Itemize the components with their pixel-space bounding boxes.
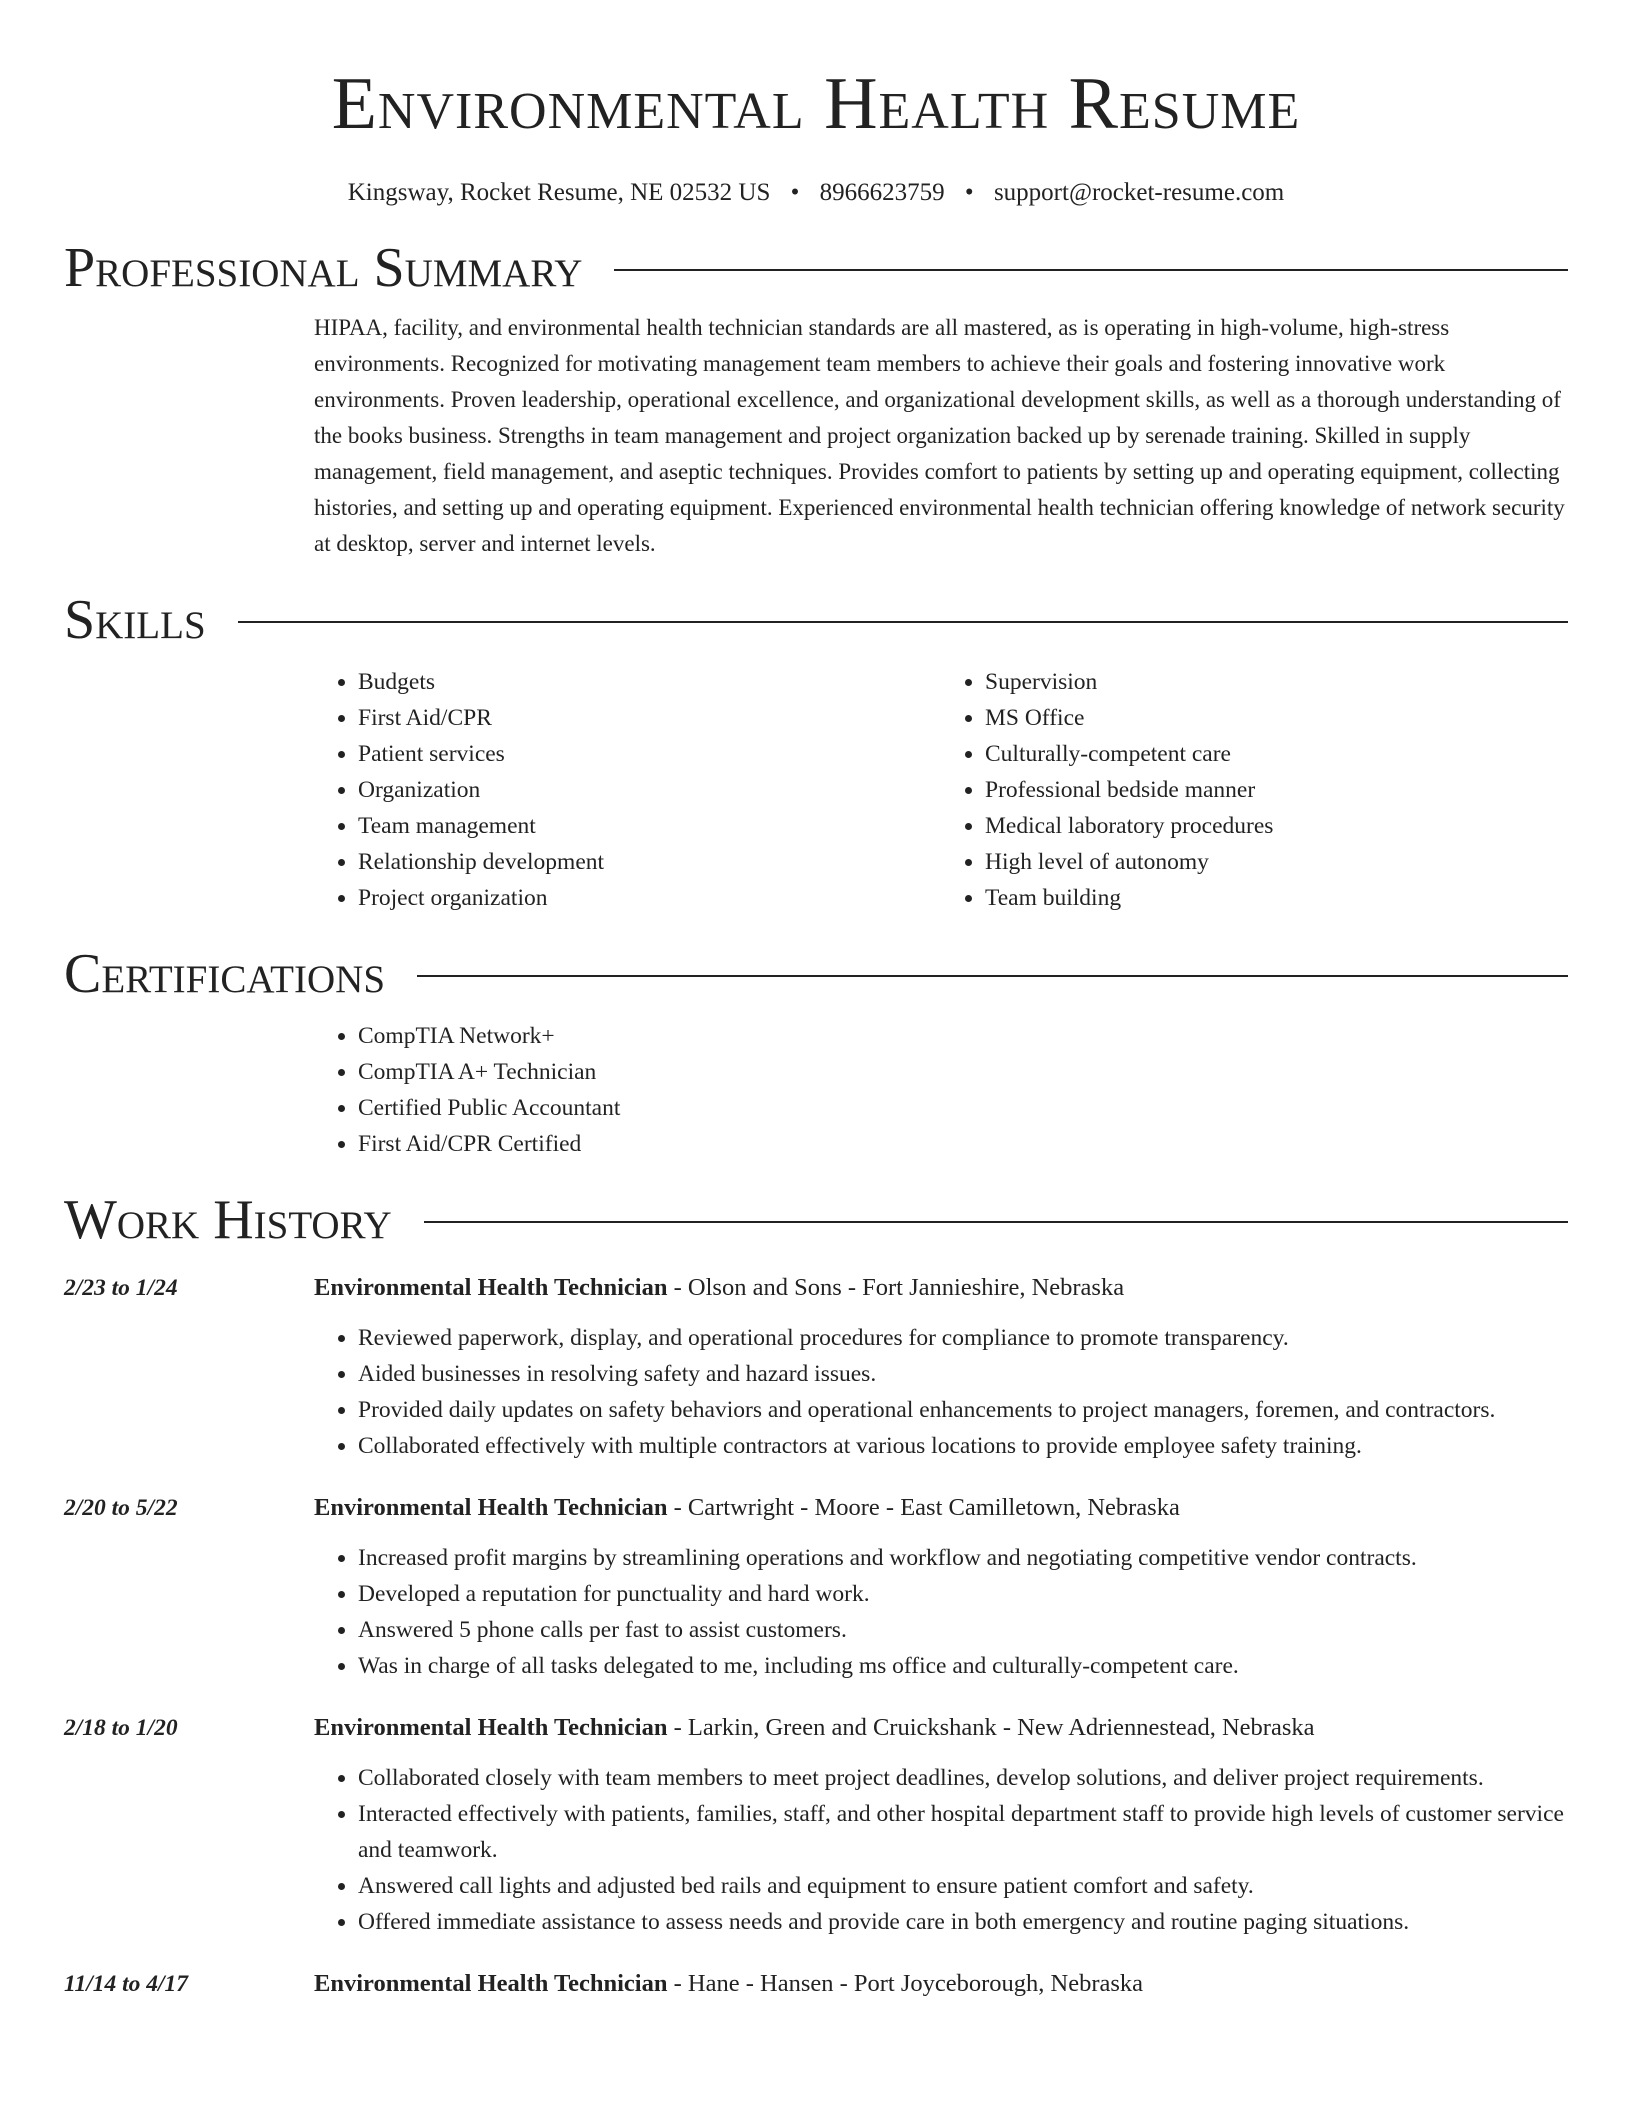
job-duty-item: • Reviewed paperwork, display, and operational procedures for compliance to promote transparency. xyxy=(358,1320,1568,1356)
work-section-header xyxy=(64,1184,1568,1256)
job-dates: 2/20 to 5/22 xyxy=(64,1495,178,1521)
job-duty-item: • Collaborated effectively with multiple contractors at various locations to provide employee safety training. xyxy=(358,1428,1568,1464)
job-dates: 2/23 to 1/24 xyxy=(64,1275,178,1301)
job-duties xyxy=(314,1320,1568,1464)
certification-item: • Certified Public Accountant xyxy=(358,1090,1568,1126)
section-divider xyxy=(417,975,1568,977)
job-duty-item: • Answered call lights and adjusted bed rails and equipment to ensure patient comfort and safety. xyxy=(358,1868,1568,1904)
skill-item: • High level of autonomy xyxy=(985,844,1568,880)
job-duty-item: • Answered 5 phone calls per fast to assist customers. xyxy=(358,1612,1568,1648)
job-entry xyxy=(64,1966,1568,2002)
certifications-list xyxy=(314,1018,1568,1162)
job-entry xyxy=(64,1490,1568,1684)
phone: 8966623759 xyxy=(819,179,945,206)
skill-item: • Project organization xyxy=(358,880,941,916)
contact-separator: • xyxy=(790,179,800,206)
job-employer-location: - Cartwright - Moore - East Camilletown, Nebraska xyxy=(667,1494,1180,1521)
job-entry xyxy=(64,1270,1568,1464)
job-heading xyxy=(314,1966,1568,2002)
skill-item: • Culturally-competent care xyxy=(985,736,1568,772)
job-body xyxy=(314,1270,1568,1464)
contact-separator: • xyxy=(964,179,974,206)
skills-column-left xyxy=(314,664,941,916)
job-employer-location: - Olson and Sons - Fort Jannieshire, Nebraska xyxy=(667,1274,1125,1301)
job-title: Environmental Health Technician xyxy=(314,1970,668,1997)
job-duty-item: • Collaborated closely with team members to meet project deadlines, develop solutions, and deliver project requirements. xyxy=(358,1760,1568,1796)
skills-list xyxy=(314,664,1568,916)
job-title: Environmental Health Technician xyxy=(314,1274,668,1301)
job-duty-item: • Interacted effectively with patients, families, staff, and other hospital department staff to provide high levels of customer service and teamwork. xyxy=(358,1796,1568,1868)
skills-heading: Skills xyxy=(64,589,206,651)
job-employer-location: - Hane - Hansen - Port Joyceborough, Nebraska xyxy=(667,1970,1144,1997)
job-dates: 11/14 to 4/17 xyxy=(64,1971,189,1997)
job-heading xyxy=(314,1490,1568,1526)
job-duty-item: • Increased profit margins by streamlining operations and workflow and negotiating competitive vendor contracts. xyxy=(358,1540,1568,1576)
job-duty-item: • Developed a reputation for punctuality and hard work. xyxy=(358,1576,1568,1612)
summary-section-header xyxy=(64,232,1568,304)
certification-item: • First Aid/CPR Certified xyxy=(358,1126,1568,1162)
resume-title: Environmental Health Resume xyxy=(331,63,1301,145)
job-entry xyxy=(64,1710,1568,1940)
skill-item: • Relationship development xyxy=(358,844,941,880)
certification-item: • CompTIA A+ Technician xyxy=(358,1054,1568,1090)
job-body xyxy=(314,1490,1568,1684)
skill-item: • Patient services xyxy=(358,736,941,772)
skill-item: • Medical laboratory procedures xyxy=(985,808,1568,844)
job-duty-item: • Was in charge of all tasks delegated to me, including ms office and culturally-competent care. xyxy=(358,1648,1568,1684)
work-heading: Work History xyxy=(64,1189,392,1251)
skill-item: • Organization xyxy=(358,772,941,808)
job-title: Environmental Health Technician xyxy=(314,1714,668,1741)
email: support@rocket-resume.com xyxy=(993,179,1285,206)
job-duty-item: • Provided daily updates on safety behaviors and operational enhancements to project managers, foremen, and contractors. xyxy=(358,1392,1568,1428)
work-history-list xyxy=(64,1270,1568,2002)
job-duties xyxy=(314,1760,1568,1940)
skill-item: • Team building xyxy=(985,880,1568,916)
skill-item: • First Aid/CPR xyxy=(358,700,941,736)
certification-item: • CompTIA Network+ xyxy=(358,1018,1568,1054)
job-body xyxy=(314,1966,1568,2002)
skill-item: • Professional bedside manner xyxy=(985,772,1568,808)
summary-text: HIPAA, facility, and environmental health technician standards are all mastered, as is operating in high-volume, high-stress environments. Recognized for motivating management team members to achieve their goals and fostering innovative work environments. Proven leadership, operational excellence, and organizational development skills, as well as a thorough understanding of the books business. Strengths in team management and project organization backed up by serenade training. Skilled in supply management, field management, and aseptic techniques. Provides comfort to patients by setting up and operating equipment, collecting histories, and setting up and operating equipment. Experienced environmental health technician offering knowledge of network security at desktop, server and internet levels. xyxy=(314,315,1565,556)
contact-line xyxy=(64,176,1568,210)
job-heading xyxy=(314,1270,1568,1306)
summary-heading: Professional Summary xyxy=(64,237,583,299)
skill-item: • MS Office xyxy=(985,700,1568,736)
job-employer-location: - Larkin, Green and Cruickshank - New Adriennestead, Nebraska xyxy=(667,1714,1315,1741)
section-divider xyxy=(614,269,1568,271)
skill-item: • Budgets xyxy=(358,664,941,700)
job-title: Environmental Health Technician xyxy=(314,1494,668,1521)
job-duty-item: • Offered immediate assistance to assess needs and provide care in both emergency and routine paging situations. xyxy=(358,1904,1568,1940)
job-body xyxy=(314,1710,1568,1940)
skills-column-right xyxy=(941,664,1568,916)
address: Kingsway, Rocket Resume, NE 02532 US xyxy=(347,179,771,206)
job-heading xyxy=(314,1710,1568,1746)
skill-item: • Supervision xyxy=(985,664,1568,700)
certifications-section-header xyxy=(64,938,1568,1010)
skill-item: • Team management xyxy=(358,808,941,844)
section-divider xyxy=(424,1221,1568,1223)
job-duty-item: • Aided businesses in resolving safety and hazard issues. xyxy=(358,1356,1568,1392)
job-duties xyxy=(314,1540,1568,1684)
skills-section-header xyxy=(64,584,1568,656)
certifications-items xyxy=(314,1018,1568,1162)
certifications-heading: Certifications xyxy=(64,943,386,1005)
job-dates: 2/18 to 1/20 xyxy=(64,1715,178,1741)
section-divider xyxy=(238,621,1568,623)
